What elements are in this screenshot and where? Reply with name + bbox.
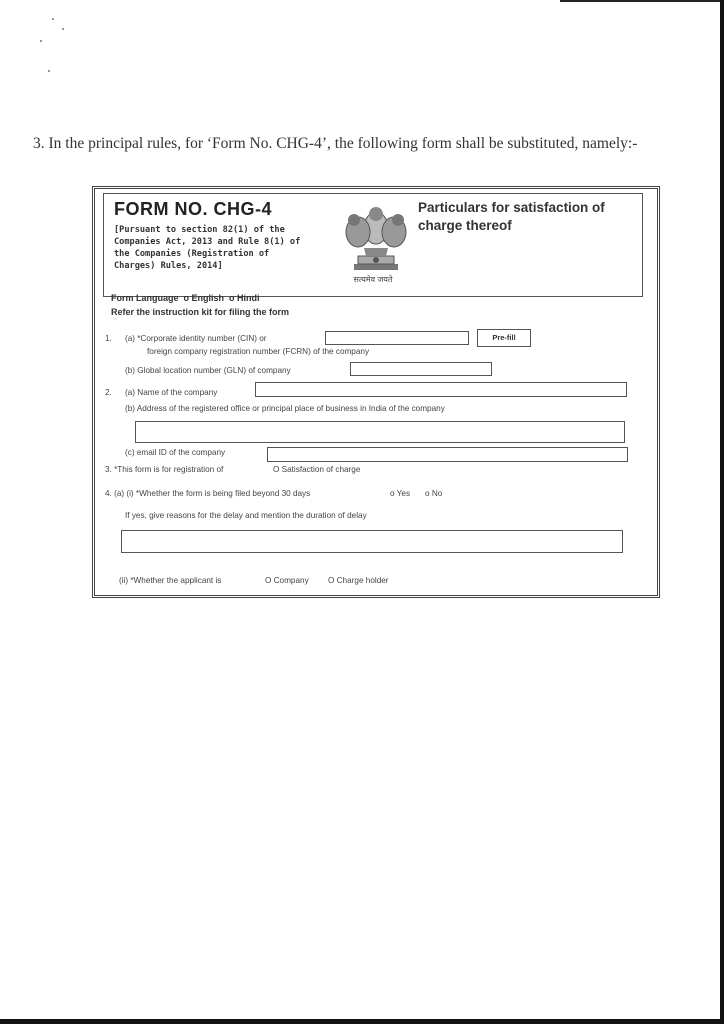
q2a-label: (a) Name of the company: [125, 388, 218, 397]
form-title: FORM NO. CHG-4: [114, 199, 272, 219]
company-email-input[interactable]: [267, 447, 628, 462]
form-pursuant-text: [Pursuant to section 82(1) of the Companies Act, 2013 and Rule 8(1) of the Companies (Registration of Charges) Rules, 2014]: [114, 225, 301, 271]
q4a-label: 4. (a) (i) *Whether the form is being filed beyond 30 days: [105, 489, 311, 498]
company-name-input[interactable]: [255, 382, 627, 397]
delay-no-radio[interactable]: o No: [425, 489, 443, 498]
form-language-row: [111, 293, 260, 303]
emblem-caption: सत्यमेव जयते: [353, 275, 393, 284]
prefill-button[interactable]: Pre-fill: [477, 329, 531, 347]
form-frame: [92, 186, 660, 598]
delay-reason-input[interactable]: [121, 530, 623, 553]
scan-edge-top: [560, 0, 724, 2]
applicant-company-radio[interactable]: O Company: [265, 576, 309, 585]
scan-speck: [48, 70, 50, 72]
delay-yes-radio[interactable]: o Yes: [390, 489, 411, 498]
national-emblem-icon: [324, 198, 428, 286]
form-header: [103, 193, 643, 297]
q2c-label: (c) email ID of the company: [125, 448, 226, 457]
language-hindi-radio[interactable]: o Hindi: [229, 293, 260, 303]
q3-label: 3. *This form is for registration of: [105, 465, 224, 474]
gln-input[interactable]: [350, 362, 492, 376]
form-purpose-title: Particulars for satisfaction of charge thereof: [418, 200, 605, 233]
cin-input[interactable]: [325, 331, 469, 345]
scan-edge-right: [720, 0, 724, 1024]
scan-speck: [52, 18, 54, 20]
scan-edge-bottom: [0, 1019, 724, 1024]
q1-number: 1.: [105, 334, 112, 343]
registered-office-address-input[interactable]: [135, 421, 625, 443]
q1a-label-line2: foreign company registration number (FCRN) of the company: [147, 347, 370, 356]
language-english-radio[interactable]: o English: [183, 293, 225, 303]
q2b-label: (b) Address of the registered office or principal place of business in India of the company: [125, 404, 445, 413]
q4ii-label: (ii) *Whether the applicant is: [119, 576, 222, 585]
scan-speck: [40, 40, 42, 42]
intro-paragraph: 3. In the principal rules, for ‘Form No. CHG-4’, the following form shall be substituted, namely:-: [33, 135, 638, 152]
instruction-kit-note: Refer the instruction kit for filing the form: [111, 307, 290, 317]
q1b-label: (b) Global location number (GLN) of company: [125, 366, 291, 375]
satisfaction-of-charge-radio[interactable]: O Satisfaction of charge: [273, 465, 361, 474]
applicant-charge-holder-radio[interactable]: O Charge holder: [328, 576, 389, 585]
form-language-label: Form Language: [111, 293, 179, 303]
q4-reason-label: If yes, give reasons for the delay and mention the duration of delay: [125, 511, 367, 520]
scan-speck: [62, 28, 64, 30]
q2-number: 2.: [105, 388, 112, 397]
q1a-label: (a) *Corporate identity number (CIN) or: [125, 334, 267, 343]
